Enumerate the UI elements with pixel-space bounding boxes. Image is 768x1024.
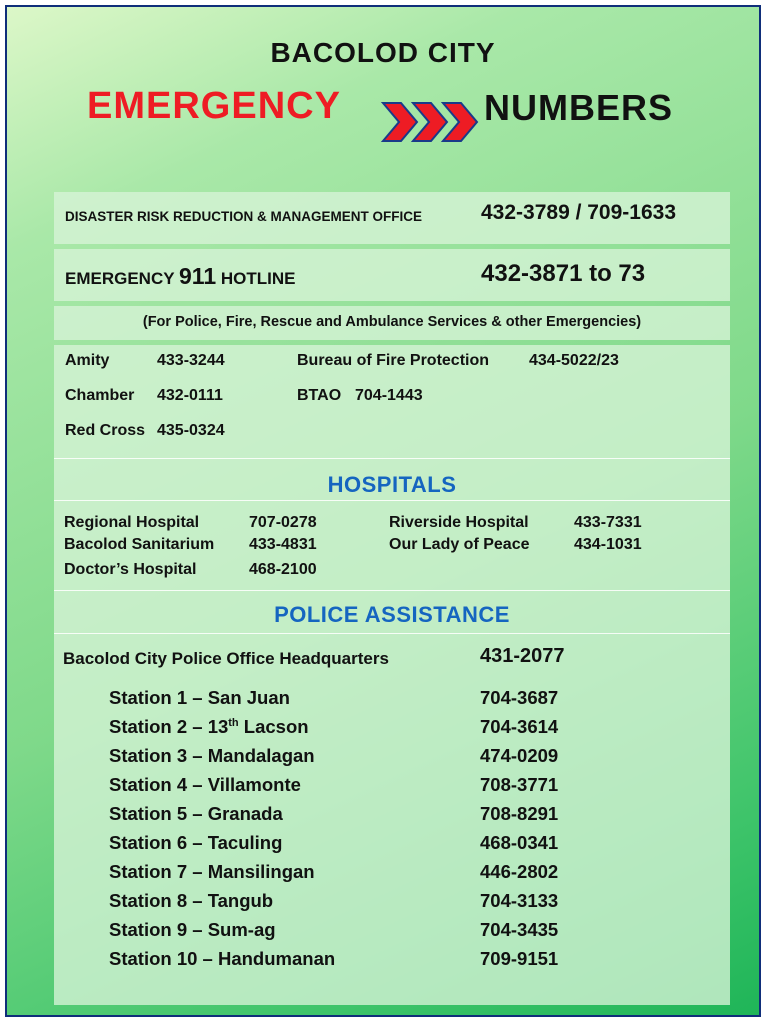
hospital-name: Our Lady of Peace <box>389 536 530 553</box>
hospital-name: Regional Hospital <box>64 514 200 531</box>
station-number: 468-0341 <box>480 832 559 853</box>
divider <box>54 500 730 501</box>
hospital-number: 707-0278 <box>249 514 317 531</box>
agency-number: 704-1443 <box>355 387 423 404</box>
station-number: 709-9151 <box>480 948 559 969</box>
agency-name: Chamber <box>65 387 135 404</box>
triple-chevron-right-icon <box>379 99 483 145</box>
station-name: Station 5 – Granada <box>109 803 283 824</box>
agency-number: 434-5022/23 <box>529 352 619 369</box>
station-name: Station 3 – Mandalagan <box>109 745 315 766</box>
station-name <box>109 716 309 738</box>
drrmo-number: 432-3789 / 709-1633 <box>481 201 676 224</box>
city-title: BACOLOD CITY <box>270 37 496 68</box>
station-name: Station 9 – Sum-ag <box>109 919 276 940</box>
station-number: 474-0209 <box>480 745 559 766</box>
hospital-name: Doctor’s Hospital <box>64 561 197 578</box>
emergency-title: EMERGENCY <box>87 85 341 127</box>
hotline-box <box>54 249 730 301</box>
station-name: Station 7 – Mansilingan <box>109 861 315 882</box>
poster <box>5 5 761 1017</box>
station-number: 704-3614 <box>480 716 559 737</box>
agency-name: Amity <box>65 352 110 369</box>
station-number: 704-3133 <box>480 890 559 911</box>
station-name-post: Lacson <box>238 716 309 737</box>
drrmo-label: DISASTER RISK REDUCTION & MANAGEMENT OFFICE <box>65 209 423 224</box>
station-number: 704-3435 <box>480 919 559 940</box>
station-name: Station 10 – Handumanan <box>109 948 336 969</box>
note-box <box>54 306 730 340</box>
station-name: Station 1 – San Juan <box>109 687 290 708</box>
police-hq-name: Bacolod City Police Office Headquarters <box>63 649 389 668</box>
agency-name: Red Cross <box>65 422 146 439</box>
hotline-label-post: HOTLINE <box>216 269 296 288</box>
hospitals-title: HOSPITALS <box>327 472 457 497</box>
hospital-number: 434-1031 <box>574 536 642 553</box>
station-number: 704-3687 <box>480 687 559 708</box>
police-hq-number: 431-2077 <box>480 645 565 667</box>
hotline-911: 911 <box>179 263 217 289</box>
station-name: Station 8 – Tangub <box>109 890 274 911</box>
station-name: Station 4 – Villamonte <box>109 774 301 795</box>
numbers-title: NUMBERS <box>484 87 674 128</box>
hotline-number: 432-3871 to 73 <box>481 260 646 287</box>
agency-number: 432-0111 <box>157 387 223 404</box>
hospital-name: Riverside Hospital <box>389 514 529 531</box>
station-number: 708-3771 <box>480 774 559 795</box>
agency-number: 433-3244 <box>157 352 225 369</box>
police-title: POLICE ASSISTANCE <box>274 602 510 627</box>
station-name-pre: Station 2 – 13 <box>109 716 229 737</box>
agency-number: 435-0324 <box>157 422 225 439</box>
station-number: 708-8291 <box>480 803 559 824</box>
hotline-label <box>65 263 295 290</box>
hospital-number: 433-4831 <box>249 536 317 553</box>
divider <box>54 633 730 634</box>
agency-name: BTAO <box>297 387 342 404</box>
divider <box>54 458 730 459</box>
divider <box>54 590 730 591</box>
hospital-name: Bacolod Sanitarium <box>64 536 215 553</box>
station-number: 446-2802 <box>480 861 559 882</box>
hotline-label-pre: EMERGENCY <box>65 269 179 288</box>
hospital-number: 468-2100 <box>249 561 317 578</box>
services-note: (For Police, Fire, Rescue and Ambulance Services & other Emergencies) <box>142 314 642 330</box>
station-name-sup: th <box>228 716 239 729</box>
station-name: Station 6 – Taculing <box>109 832 283 853</box>
drrmo-box <box>54 192 730 244</box>
agency-name: Bureau of Fire Protection <box>297 352 490 369</box>
directory-box <box>54 345 730 1005</box>
hospital-number: 433-7331 <box>574 514 642 531</box>
